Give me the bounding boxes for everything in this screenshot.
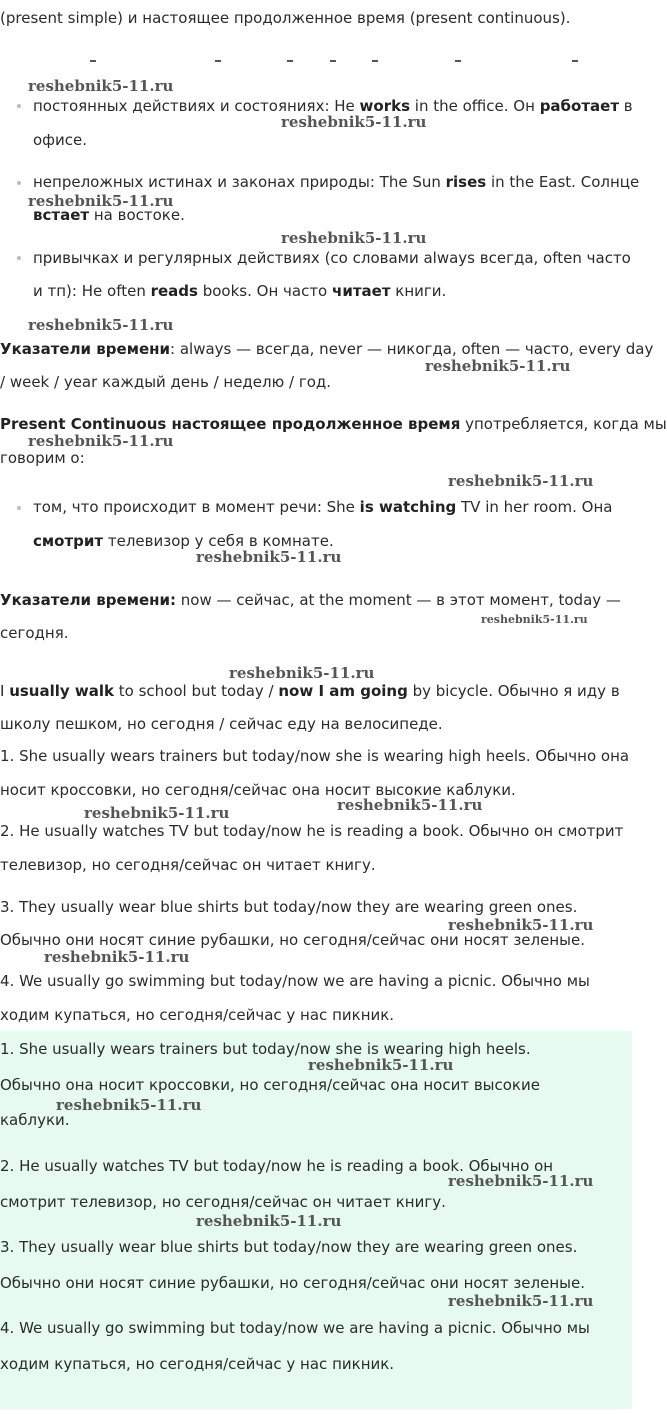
- watermark: reshebnik5-11.ru: [196, 1212, 342, 1230]
- watermark: reshebnik5-11.ru: [448, 472, 594, 490]
- watermark: reshebnik5-11.ru: [84, 804, 230, 822]
- task-line: 1. She usually wears trainers but today/now she is wearing high heels. Обычно она: [0, 747, 630, 765]
- watermark: reshebnik5-11.ru: [337, 796, 483, 814]
- task-line: телевизор, но сегодня/сейчас он читает книгу.: [0, 856, 376, 874]
- watermark: reshebnik5-11.ru: [481, 613, 588, 626]
- bullet-dot: [17, 506, 21, 510]
- answer-line: 4. We usually go swimming but today/now we are having a picnic. Обычно мы: [0, 1319, 590, 1337]
- list-item: непреложных истинах и законах природы: The Sun rises in the East. Солнце: [33, 173, 640, 191]
- task-line: Обычно они носят синие рубашки, но сегодня/сейчас они носят зеленые.: [0, 931, 585, 949]
- time-markers: Указатели времени: now — сейчас, at the moment — в этот момент, today —: [0, 591, 621, 609]
- clipped-text-line: [0, 56, 632, 66]
- continuous-definition: Present Continuous настоящее продолженное время употребляется, когда мы: [0, 415, 667, 433]
- watermark: reshebnik5-11.ru: [448, 916, 594, 934]
- intro-text: (present simple) и настоящее продолженное время (present continuous).: [0, 9, 571, 27]
- watermark: reshebnik5-11.ru: [448, 1292, 594, 1310]
- time-markers-continued: сегодня.: [0, 624, 69, 642]
- task-line: 2. He usually watches TV but today/now he is reading a book. Обычно он смотрит: [0, 822, 624, 840]
- list-item-continued: смотрит телевизор у себя в комнате.: [33, 532, 334, 550]
- watermark: reshebnik5-11.ru: [425, 357, 571, 375]
- answer-line: смотрит телевизор, но сегодня/сейчас он читает книгу.: [0, 1193, 446, 1211]
- bullet-dot: [17, 181, 21, 185]
- watermark: reshebnik5-11.ru: [229, 664, 375, 682]
- answer-line: 1. She usually wears trainers but today/now she is wearing high heels.: [0, 1040, 531, 1058]
- continuous-definition-continued: говорим о:: [0, 449, 85, 467]
- list-item-continued: и тп): He often reads books. Он часто читает книги.: [33, 282, 447, 300]
- answer-line: 2. He usually watches TV but today/now he is reading a book. Обычно он: [0, 1157, 554, 1175]
- answer-line: ходим купаться, но сегодня/сейчас у нас пикник.: [0, 1355, 395, 1373]
- watermark: reshebnik5-11.ru: [281, 229, 427, 247]
- watermark: reshebnik5-11.ru: [28, 316, 174, 334]
- watermark: reshebnik5-11.ru: [56, 1096, 202, 1114]
- bullet-dot: [17, 256, 21, 260]
- time-markers-continued: / week / year каждый день / неделю / год.: [0, 373, 332, 391]
- task-line: носит кроссовки, но сегодня/сейчас она носит высокие каблуки.: [0, 781, 516, 799]
- watermark: reshebnik5-11.ru: [28, 77, 174, 95]
- watermark: reshebnik5-11.ru: [448, 1172, 594, 1190]
- watermark: reshebnik5-11.ru: [28, 432, 174, 450]
- task-line: 3. They usually wear blue shirts but today/now they are wearing green ones.: [0, 898, 578, 916]
- task-line: 4. We usually go swimming but today/now we are having a picnic. Обычно мы: [0, 972, 590, 990]
- list-item-continued: встает на востоке.: [33, 206, 185, 224]
- list-item: том, что происходит в момент речи: She is watching TV in her room. Она: [33, 498, 613, 516]
- task-line: ходим купаться, но сегодня/сейчас у нас пикник.: [0, 1006, 395, 1024]
- answer-line: Обычно они носят синие рубашки, но сегодня/сейчас они носят зеленые.: [0, 1274, 585, 1292]
- example-sentence: I usually walk to school but today / now I am going by bicycle. Обычно я иду в: [0, 682, 620, 700]
- time-markers: Указатели времени: always — всегда, never — никогда, often — часто, every day: [0, 340, 654, 358]
- watermark: reshebnik5-11.ru: [281, 113, 427, 131]
- list-item: привычках и регулярных действиях (со словами always всегда, often часто: [33, 249, 631, 267]
- answer-line: Обычно она носит кроссовки, но сегодня/сейчас она носит высокие: [0, 1076, 540, 1094]
- answer-line: 3. They usually wear blue shirts but today/now they are wearing green ones.: [0, 1238, 578, 1256]
- watermark: reshebnik5-11.ru: [28, 192, 174, 210]
- watermark: reshebnik5-11.ru: [196, 548, 342, 566]
- example-sentence-continued: школу пешком, но сегодня / сейчас еду на велосипеде.: [0, 715, 443, 733]
- answer-line: каблуки.: [0, 1111, 70, 1129]
- bullet-dot: [17, 104, 21, 108]
- watermark: reshebnik5-11.ru: [44, 948, 190, 966]
- list-item: постоянных действиях и состояниях: He works in the office. Он работает в: [33, 97, 633, 115]
- watermark: reshebnik5-11.ru: [308, 1056, 454, 1074]
- list-item-continued: офисе.: [33, 131, 87, 149]
